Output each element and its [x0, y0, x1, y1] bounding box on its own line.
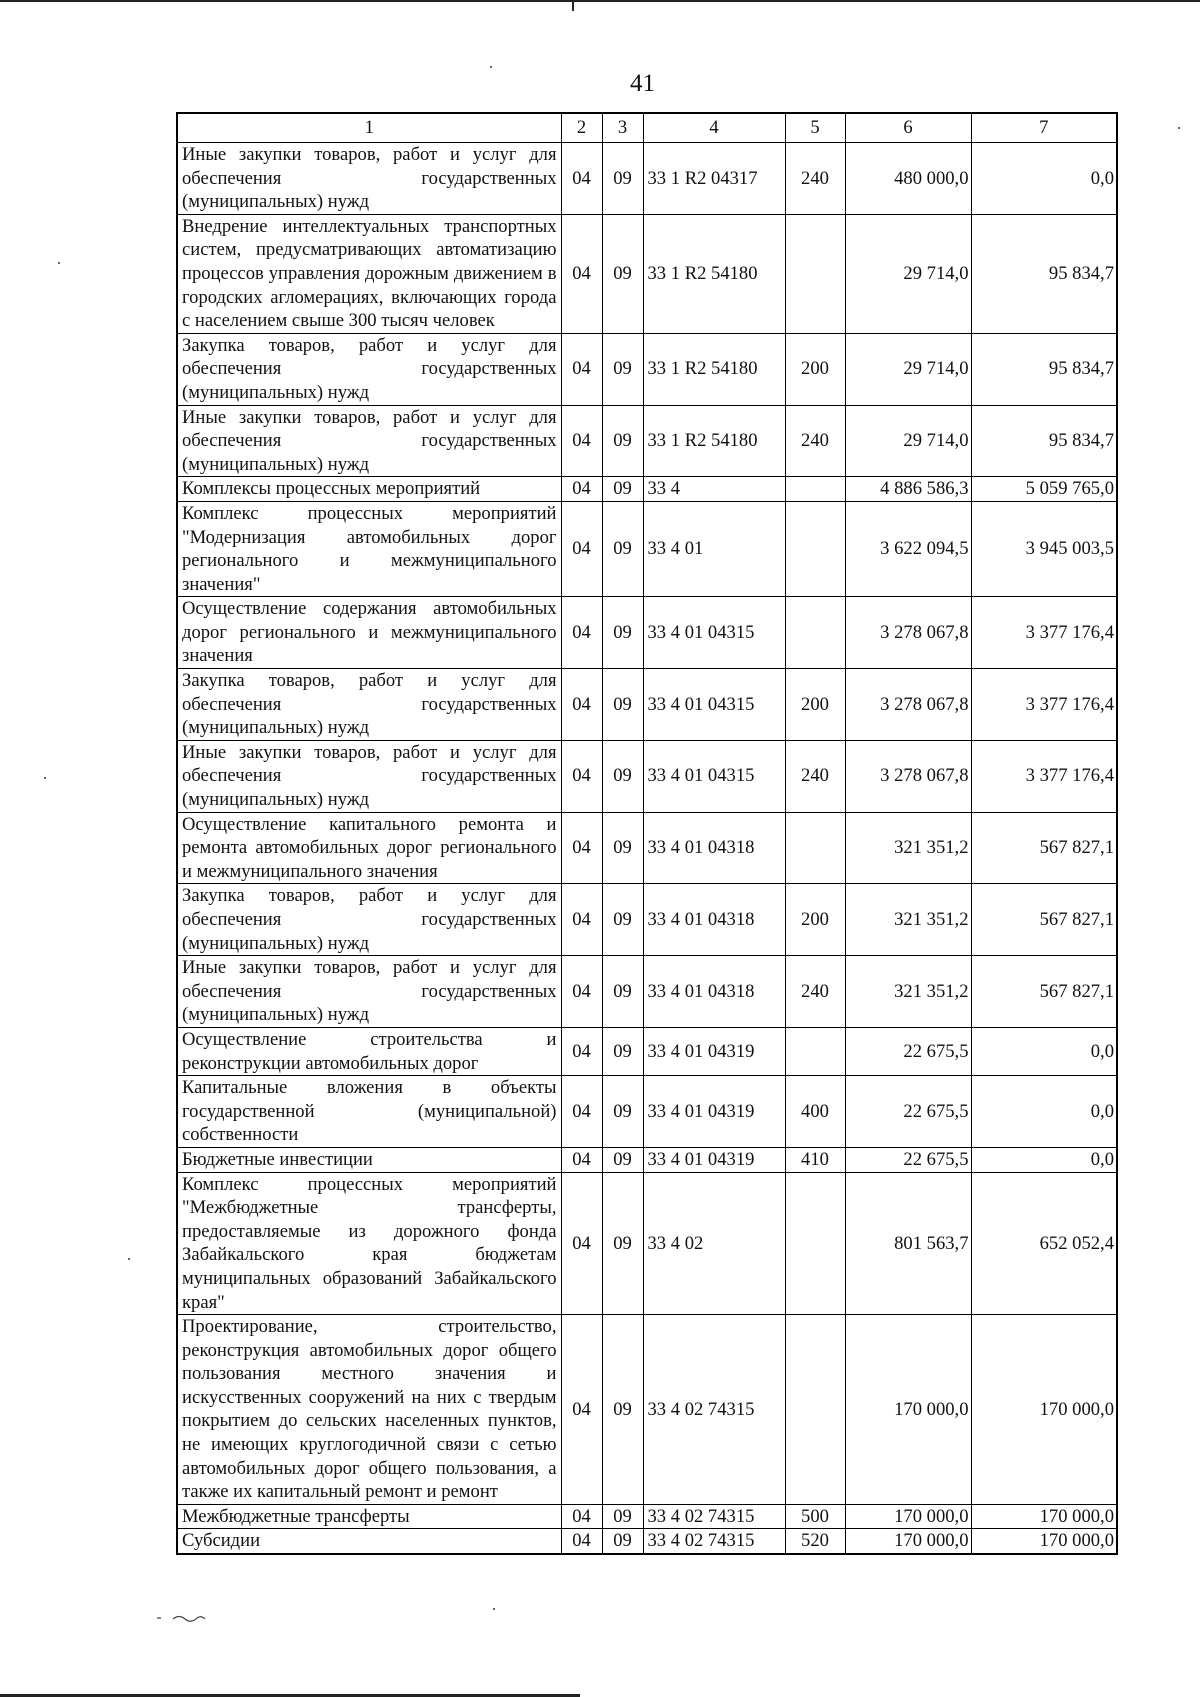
table-row: [177, 1076, 1117, 1148]
row-target-code: 33 4 02: [643, 1172, 785, 1315]
row-subsection: 09: [602, 1529, 643, 1554]
table-row: [177, 1529, 1117, 1554]
table-row: [177, 956, 1117, 1028]
row-name: Осуществление содержания автомобильных дорог регионального и межмуниципального значения: [177, 597, 561, 669]
row-subsection: 09: [602, 477, 643, 502]
row-name: Иные закупки товаров, работ и услуг для обеспечения государственных (муниципальных) нужд: [177, 143, 561, 215]
row-sum-year-2: 5 059 765,0: [971, 477, 1117, 502]
row-name: Проектирование, строительство, реконструкция автомобильных дорог общего пользования местного значения и искусственных сооружений на них с твердым покрытием до сельских населенных пунктов, не имеющих круглогодичной связи с сетью автомобильных дорог общего пользования, а также их капитальный ремонт и ремонт: [177, 1315, 561, 1505]
row-name: Осуществление капитального ремонта и ремонта автомобильных дорог регионального и межмуниципального значения: [177, 812, 561, 884]
table-row: [177, 143, 1117, 215]
row-sum-year-2: 652 052,4: [971, 1172, 1117, 1315]
row-subsection: 09: [602, 884, 643, 956]
header-col-3: 3: [602, 113, 643, 143]
row-sum-year-2: 170 000,0: [971, 1529, 1117, 1554]
row-name: Капитальные вложения в объекты государственной (муниципальной) собственности: [177, 1076, 561, 1148]
row-subsection: 09: [602, 501, 643, 596]
row-sum-year-1: 29 714,0: [845, 333, 971, 405]
row-subsection: 09: [602, 333, 643, 405]
header-col-1: 1: [177, 113, 561, 143]
row-expense-type: [785, 1315, 845, 1505]
row-expense-type: 240: [785, 405, 845, 477]
scan-speck: [44, 777, 46, 779]
row-target-code: 33 4: [643, 477, 785, 502]
row-sum-year-1: 3 278 067,8: [845, 597, 971, 669]
table-row: [177, 669, 1117, 741]
scan-top-border: [0, 0, 1200, 2]
row-subsection: 09: [602, 143, 643, 215]
row-section: 04: [561, 812, 602, 884]
row-subsection: 09: [602, 405, 643, 477]
row-sum-year-2: 0,0: [971, 143, 1117, 215]
row-expense-type: 240: [785, 740, 845, 812]
row-sum-year-2: 170 000,0: [971, 1315, 1117, 1505]
row-sum-year-1: 29 714,0: [845, 405, 971, 477]
row-sum-year-2: 0,0: [971, 1027, 1117, 1075]
row-name: Внедрение интеллектуальных транспортных систем, предусматривающих автоматизацию процессов управления дорожным движением в городских агломерациях, включающих города с населением свыше 300 тысяч человек: [177, 214, 561, 333]
row-sum-year-1: 29 714,0: [845, 214, 971, 333]
row-expense-type: 200: [785, 333, 845, 405]
row-section: 04: [561, 1076, 602, 1148]
row-target-code: 33 1 R2 04317: [643, 143, 785, 215]
row-sum-year-2: 0,0: [971, 1147, 1117, 1172]
row-subsection: 09: [602, 1172, 643, 1315]
table-row: [177, 477, 1117, 502]
row-target-code: 33 4 01 04318: [643, 956, 785, 1028]
row-section: 04: [561, 477, 602, 502]
row-sum-year-2: 170 000,0: [971, 1504, 1117, 1529]
row-subsection: 09: [602, 812, 643, 884]
table-row: [177, 214, 1117, 333]
page-number: 41: [630, 70, 655, 97]
row-name: Бюджетные инвестиции: [177, 1147, 561, 1172]
header-col-2: 2: [561, 113, 602, 143]
row-sum-year-2: 567 827,1: [971, 884, 1117, 956]
row-sum-year-1: 22 675,5: [845, 1027, 971, 1075]
row-section: 04: [561, 1529, 602, 1554]
row-expense-type: 500: [785, 1504, 845, 1529]
row-target-code: 33 4 02 74315: [643, 1529, 785, 1554]
row-subsection: 09: [602, 1027, 643, 1075]
row-name: Субсидии: [177, 1529, 561, 1554]
row-target-code: 33 4 01 04315: [643, 597, 785, 669]
row-sum-year-2: 95 834,7: [971, 405, 1117, 477]
row-expense-type: 240: [785, 143, 845, 215]
row-target-code: 33 4 01 04315: [643, 740, 785, 812]
table-row: [177, 501, 1117, 596]
row-section: 04: [561, 1504, 602, 1529]
table-row: [177, 1504, 1117, 1529]
row-sum-year-1: 321 351,2: [845, 884, 971, 956]
row-expense-type: [785, 812, 845, 884]
row-section: 04: [561, 1027, 602, 1075]
row-name: Закупка товаров, работ и услуг для обеспечения государственных (муниципальных) нужд: [177, 884, 561, 956]
row-sum-year-1: 170 000,0: [845, 1529, 971, 1554]
row-expense-type: [785, 501, 845, 596]
row-sum-year-1: 801 563,7: [845, 1172, 971, 1315]
row-target-code: 33 4 01 04319: [643, 1076, 785, 1148]
row-sum-year-1: 4 886 586,3: [845, 477, 971, 502]
row-target-code: 33 4 01 04315: [643, 669, 785, 741]
row-target-code: 33 4 01 04318: [643, 812, 785, 884]
row-expense-type: [785, 597, 845, 669]
row-expense-type: [785, 1172, 845, 1315]
row-target-code: 33 4 01 04319: [643, 1027, 785, 1075]
table-row: [177, 1172, 1117, 1315]
row-section: 04: [561, 1315, 602, 1505]
row-name: Иные закупки товаров, работ и услуг для обеспечения государственных (муниципальных) нужд: [177, 956, 561, 1028]
row-expense-type: [785, 214, 845, 333]
row-sum-year-2: 95 834,7: [971, 333, 1117, 405]
row-expense-type: 200: [785, 669, 845, 741]
row-sum-year-1: 170 000,0: [845, 1315, 971, 1505]
row-expense-type: 410: [785, 1147, 845, 1172]
row-expense-type: 400: [785, 1076, 845, 1148]
header-col-5: 5: [785, 113, 845, 143]
row-name: Комплекс процессных мероприятий "Модернизация автомобильных дорог регионального и межмуниципального значения": [177, 501, 561, 596]
row-expense-type: [785, 477, 845, 502]
row-sum-year-2: 0,0: [971, 1076, 1117, 1148]
table-row: [177, 333, 1117, 405]
scan-speck: [58, 262, 60, 264]
row-subsection: 09: [602, 1147, 643, 1172]
table-row: [177, 884, 1117, 956]
row-section: 04: [561, 1147, 602, 1172]
row-subsection: 09: [602, 1076, 643, 1148]
row-section: 04: [561, 143, 602, 215]
row-expense-type: 240: [785, 956, 845, 1028]
row-sum-year-2: 3 377 176,4: [971, 740, 1117, 812]
row-name: Межбюджетные трансферты: [177, 1504, 561, 1529]
row-section: 04: [561, 884, 602, 956]
row-target-code: 33 4 01 04319: [643, 1147, 785, 1172]
row-target-code: 33 4 02 74315: [643, 1315, 785, 1505]
row-subsection: 09: [602, 956, 643, 1028]
row-sum-year-1: 3 278 067,8: [845, 740, 971, 812]
row-name: Иные закупки товаров, работ и услуг для обеспечения государственных (муниципальных) нужд: [177, 740, 561, 812]
table-row: [177, 405, 1117, 477]
scan-speck: [493, 1608, 495, 1610]
row-section: 04: [561, 669, 602, 741]
row-sum-year-1: 22 675,5: [845, 1076, 971, 1148]
row-sum-year-1: 3 278 067,8: [845, 669, 971, 741]
row-name: Комплекс процессных мероприятий "Межбюджетные трансферты, предоставляемые из дорожного фонда Забайкальского края бюджетам муниципальных образований Забайкальского края": [177, 1172, 561, 1315]
row-subsection: 09: [602, 597, 643, 669]
row-expense-type: [785, 1027, 845, 1075]
header-row: [177, 113, 1117, 143]
row-section: 04: [561, 956, 602, 1028]
row-section: 04: [561, 1172, 602, 1315]
row-sum-year-2: 3 377 176,4: [971, 597, 1117, 669]
row-name: Закупка товаров, работ и услуг для обеспечения государственных (муниципальных) нужд: [177, 669, 561, 741]
scan-scribble-mark: [155, 1610, 225, 1624]
row-section: 04: [561, 597, 602, 669]
row-sum-year-1: 170 000,0: [845, 1504, 971, 1529]
row-section: 04: [561, 333, 602, 405]
row-sum-year-1: 22 675,5: [845, 1147, 971, 1172]
table-row: [177, 740, 1117, 812]
header-col-4: 4: [643, 113, 785, 143]
row-sum-year-1: 321 351,2: [845, 956, 971, 1028]
row-target-code: 33 1 R2 54180: [643, 405, 785, 477]
row-target-code: 33 1 R2 54180: [643, 214, 785, 333]
row-subsection: 09: [602, 1315, 643, 1505]
row-section: 04: [561, 740, 602, 812]
row-name: Иные закупки товаров, работ и услуг для обеспечения государственных (муниципальных) нужд: [177, 405, 561, 477]
row-sum-year-2: 567 827,1: [971, 812, 1117, 884]
row-subsection: 09: [602, 740, 643, 812]
row-subsection: 09: [602, 669, 643, 741]
row-target-code: 33 1 R2 54180: [643, 333, 785, 405]
row-sum-year-1: 321 351,2: [845, 812, 971, 884]
row-target-code: 33 4 02 74315: [643, 1504, 785, 1529]
row-target-code: 33 4 01 04318: [643, 884, 785, 956]
table-row: [177, 812, 1117, 884]
row-expense-type: 200: [785, 884, 845, 956]
header-col-7: 7: [971, 113, 1117, 143]
row-sum-year-2: 567 827,1: [971, 956, 1117, 1028]
row-name: Закупка товаров, работ и услуг для обеспечения государственных (муниципальных) нужд: [177, 333, 561, 405]
row-subsection: 09: [602, 1504, 643, 1529]
row-sum-year-2: 3 945 003,5: [971, 501, 1117, 596]
row-expense-type: 520: [785, 1529, 845, 1554]
row-target-code: 33 4 01: [643, 501, 785, 596]
scan-tick-mark: [572, 0, 574, 11]
header-col-6: 6: [845, 113, 971, 143]
row-sum-year-1: 3 622 094,5: [845, 501, 971, 596]
row-section: 04: [561, 214, 602, 333]
row-subsection: 09: [602, 214, 643, 333]
row-sum-year-2: 3 377 176,4: [971, 669, 1117, 741]
table-row: [177, 597, 1117, 669]
scan-speck: [1178, 127, 1180, 129]
table-row: [177, 1315, 1117, 1505]
table-row: [177, 1027, 1117, 1075]
row-sum-year-1: 480 000,0: [845, 143, 971, 215]
row-section: 04: [561, 501, 602, 596]
scan-speck: [128, 1258, 130, 1260]
table-row: [177, 1147, 1117, 1172]
scan-speck: [490, 66, 492, 68]
row-sum-year-2: 95 834,7: [971, 214, 1117, 333]
row-name: Комплексы процессных мероприятий: [177, 477, 561, 502]
row-section: 04: [561, 405, 602, 477]
budget-table: [176, 112, 1118, 1555]
row-name: Осуществление строительства и реконструкции автомобильных дорог: [177, 1027, 561, 1075]
